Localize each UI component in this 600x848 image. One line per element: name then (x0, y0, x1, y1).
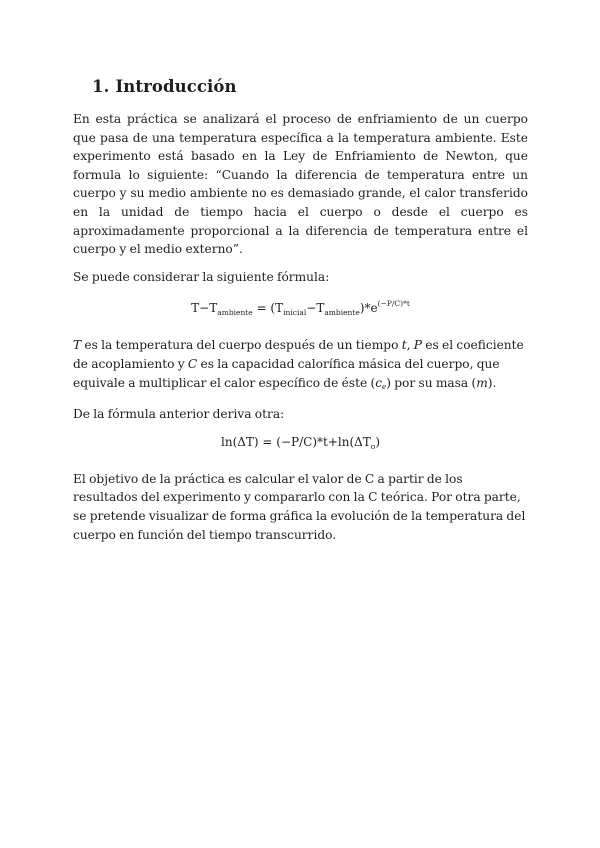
formula-intro-paragraph: Se puede considerar la siguiente fórmula: (73, 269, 330, 284)
newton-cooling-formula: $T-T_{ambiente} = (T_{inicial}-T_{ambiente})*e^{(-P/C)*t}$ (191, 299, 410, 318)
derived-formula-paragraph: De la fórmula anterior deriva otra: (73, 407, 285, 422)
objective-paragraph: El objetivo de la práctica es calcular el valor de C a partir de los resultados del experimento y compararlo con la C teórica. Por otra parte, se pretende visualizar de forma gráfica la evolución de la temperatura del cuerpo en función del tiempo transcurrido. (73, 471, 526, 542)
log-formula: $\ln(\Delta T) = (-P/C)*t+\ln(\Delta T_o)$ (221, 434, 380, 451)
section-title: Introducción (115, 77, 237, 96)
intro-paragraph: En esta práctica se analizará el proceso de enfriamiento de un cuerpo que pasa de una temperatura específica a la temperatura ambiente. Este experimento está basado en la Ley de Enfriamiento de Newton, que formula lo siguiente: “Cuando la diferencia de temperatura entre un cuerpo y su medio ambiente no es demasiado grande, el calor transferido en la unidad de tiempo hacia el cuerpo o desde el cuerpo es aproximadamente proporcional a la diferencia de temperatura entre el cuerpo y el medio externo”. (73, 112, 528, 257)
section-number: 1. (92, 77, 110, 96)
section-heading (92, 76, 528, 98)
variables-paragraph: T es la temperatura del cuerpo después de un tiempo t, P es el coeficiente de acoplamiento y C es la capacidad calorífica másica del cuerpo, que equivale a multiplicar el calor específico de éste $(c_e)$ por su masa (m). (73, 338, 524, 391)
document-content (73, 76, 528, 553)
